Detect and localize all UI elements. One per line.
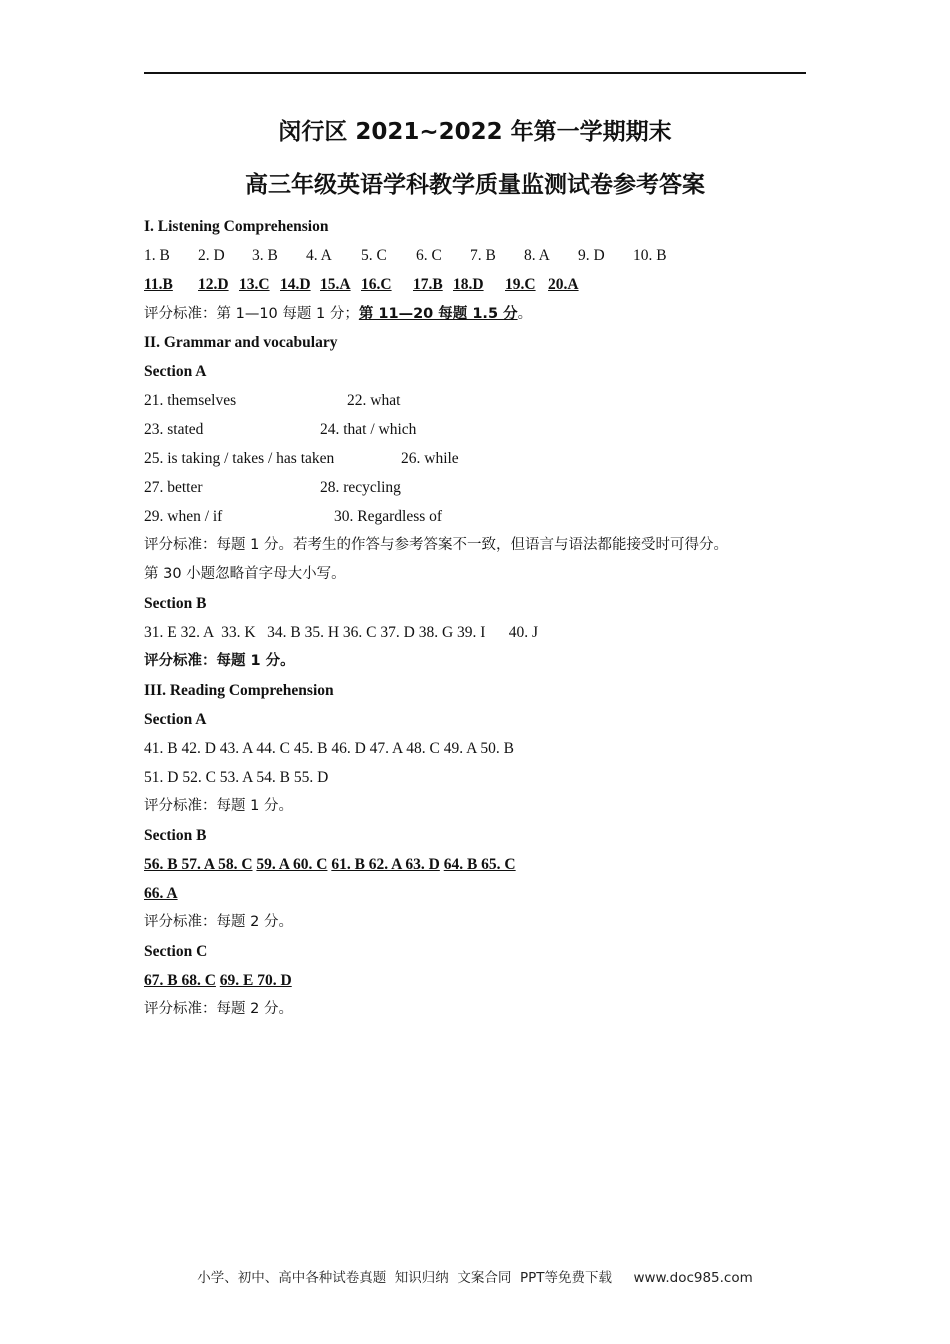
answer-item: 29. when / if xyxy=(144,508,223,525)
answer-item: 20.A xyxy=(548,276,579,293)
answer-group: 64. B 65. C xyxy=(443,856,516,873)
answer-item: 12.D xyxy=(198,276,229,293)
answer-group: 59. A 60. C xyxy=(256,856,328,873)
section-a-label: Section A xyxy=(144,711,207,728)
scoring-listening xyxy=(144,299,824,328)
answers-31-40: 31. E 32. A 33. K 34. B 35. H 36. C 37. D 38. G 39. I 40. J xyxy=(144,624,538,641)
section-heading-reading: III. Reading Comprehension xyxy=(144,682,334,699)
answer-item: 14.D xyxy=(280,276,311,293)
section-heading-listening: I. Listening Comprehension xyxy=(144,218,329,235)
page-title: 闵行区 2021~2022 年第一学期期末 xyxy=(278,119,672,145)
answer-item: 26. while xyxy=(401,450,459,467)
answer-item: 3. B xyxy=(252,247,278,264)
scoring-grammar-a: 评分标准：每题 1 分。若考生的作答与参考答案不一致，但语言与语法都能接受时可得分。 xyxy=(144,537,728,553)
section-b-label: Section B xyxy=(144,595,207,612)
answer-group: 67. B 68. C xyxy=(144,972,216,989)
answer-item: 10. B xyxy=(633,247,667,264)
answer-item: 19.C xyxy=(505,276,536,293)
section-c-label: Section C xyxy=(144,943,208,960)
answer-item: 9. D xyxy=(578,247,605,264)
answer-item: 4. A xyxy=(306,247,332,264)
answer-item: 16.C xyxy=(361,276,392,293)
answer-item: 21. themselves xyxy=(144,392,237,409)
answer-item: 1. B xyxy=(144,247,170,264)
answer-item: 5. C xyxy=(361,247,387,264)
answer-group: 61. B 62. A 63. D xyxy=(331,856,440,873)
answer-item: 18.D xyxy=(453,276,484,293)
answers-67-70 xyxy=(144,966,824,995)
answers-11-20 xyxy=(144,270,824,299)
answers-51-55: 51. D 52. C 53. A 54. B 55. D xyxy=(144,769,329,786)
answer-row xyxy=(144,502,824,531)
answer-key-body xyxy=(144,212,824,1024)
answer-item: 13.C xyxy=(239,276,270,293)
answer-group: 69. E 70. D xyxy=(219,972,292,989)
top-rule xyxy=(144,72,806,74)
answer-row xyxy=(144,444,824,473)
answer-item: 28. recycling xyxy=(320,479,401,496)
scoring-reading-b: 评分标准：每题 2 分。 xyxy=(144,914,293,930)
answer-item: 24. that / which xyxy=(320,421,417,438)
answer-row xyxy=(144,415,824,444)
answer-row xyxy=(144,386,824,415)
section-b-label: Section B xyxy=(144,827,207,844)
scoring-grammar-b: 评分标准：每题 1 分。 xyxy=(144,653,295,669)
scoring-text: 。 xyxy=(517,306,533,322)
section-a-label: Section A xyxy=(144,363,207,380)
answer-item: 30. Regardless of xyxy=(334,508,443,525)
answer-group: 66. A xyxy=(144,885,178,902)
scoring-reading-c: 评分标准：每题 2 分。 xyxy=(144,1001,293,1017)
page-footer: 小学、初中、高中各种试卷真题 知识归纳 文案合同 PPT等免费下载 www.doc985.com xyxy=(197,1270,753,1286)
answers-66 xyxy=(144,879,824,908)
answer-item: 15.A xyxy=(320,276,351,293)
answer-item: 6. C xyxy=(416,247,442,264)
answers-56-65 xyxy=(144,850,824,879)
answer-item: 23. stated xyxy=(144,421,204,438)
answer-item: 22. what xyxy=(347,392,401,409)
answers-41-50: 41. B 42. D 43. A 44. C 45. B 46. D 47. A 48. C 49. A 50. B xyxy=(144,740,514,757)
answer-item: 11.B xyxy=(144,276,173,293)
answer-item: 25. is taking / takes / has taken xyxy=(144,450,335,467)
page-subtitle: 高三年级英语学科教学质量监测试卷参考答案 xyxy=(245,172,705,198)
scoring-text-bold: 第 11—20 每题 1.5 分 xyxy=(358,306,518,322)
answer-item: 8. A xyxy=(524,247,550,264)
answer-item: 27. better xyxy=(144,479,203,496)
section-heading-grammar: II. Grammar and vocabulary xyxy=(144,334,338,351)
scoring-reading-a: 评分标准：每题 1 分。 xyxy=(144,798,293,814)
answer-item: 17.B xyxy=(413,276,443,293)
answer-group: 56. B 57. A 58. C xyxy=(144,856,253,873)
answers-1-10 xyxy=(144,241,824,270)
scoring-note: 第 30 小题忽略首字母大小写。 xyxy=(144,566,346,582)
answer-row xyxy=(144,473,824,502)
answer-item: 2. D xyxy=(198,247,225,264)
answer-item: 7. B xyxy=(470,247,496,264)
scoring-text: 评分标准：第 1—10 每题 1 分； xyxy=(144,306,359,322)
